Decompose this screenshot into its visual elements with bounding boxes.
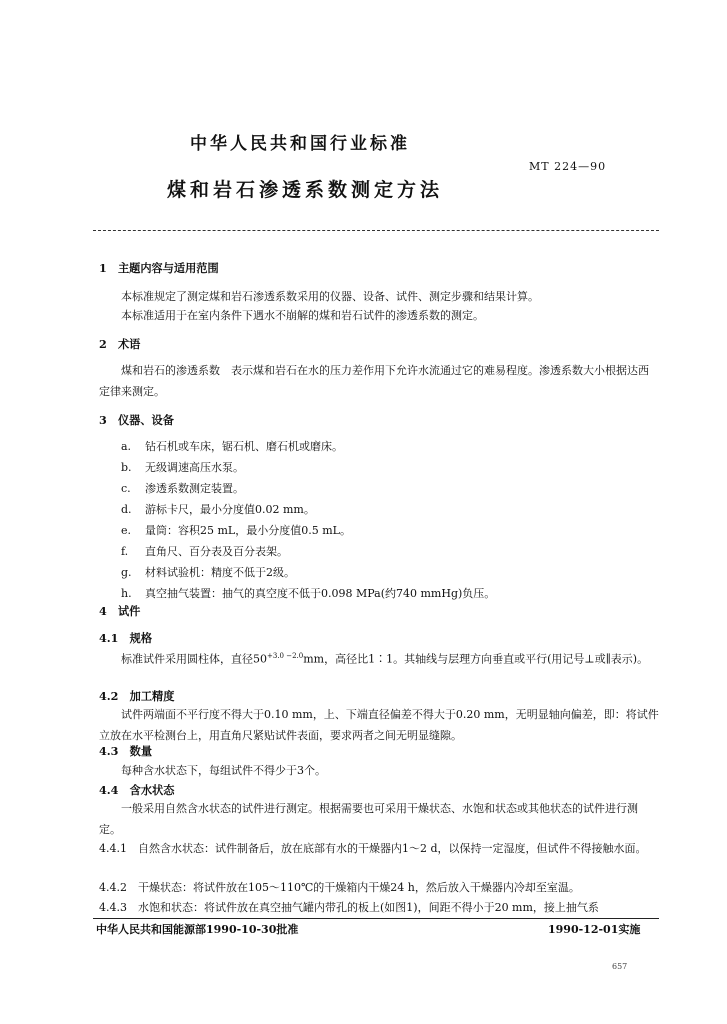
item-marker: b. bbox=[121, 461, 132, 474]
subsection-4-2-heading: 4.2 加工精度 bbox=[99, 689, 175, 703]
subsection-4-4-paragraph: 一般采用自然含水状态的试件进行测定。根据需要也可采用干燥状态、水饱和状态或其他状态的试件进行测定。 bbox=[99, 802, 638, 836]
item-marker: e. bbox=[121, 524, 132, 537]
approval-date: 中华人民共和国能源部1990-10-30批准 bbox=[96, 923, 299, 936]
subsection-4-2-paragraph: 试件两端面不平行度不得大于0.10 mm，上、下端直径偏差不得大于0.20 mm，无明显轴向偏差，即：将试件立放在水平检测台上，用直角尺紧贴试件表面，要求两者之间无明显缝隙。 bbox=[99, 708, 659, 742]
item-text: 钻石机或车床，锯石机、磨石机或磨床。 bbox=[145, 440, 343, 453]
section-4-heading: 4 试件 bbox=[99, 604, 141, 618]
item-marker: c. bbox=[121, 482, 131, 495]
title-divider bbox=[93, 230, 659, 231]
item-text: 游标卡尺，最小分度值0.02 mm。 bbox=[145, 503, 315, 516]
equipment-item bbox=[121, 583, 495, 604]
equipment-item bbox=[121, 520, 351, 541]
section-2-heading: 2 术语 bbox=[99, 337, 141, 351]
equipment-item bbox=[121, 562, 295, 583]
equipment-item bbox=[121, 478, 244, 499]
item-text: 渗透系数测定装置。 bbox=[145, 482, 244, 495]
size-text-a: 标准试件采用圆柱体，直径50 bbox=[121, 652, 267, 666]
implementation-date: 1990-12-01实施 bbox=[548, 923, 641, 936]
size-text-b: mm，高径比1∶1。其轴线与层理方向垂直或平行(用记号⊥或∥表示)。 bbox=[303, 652, 649, 666]
subsection-4-3-paragraph: 每种含水状态下，每组试件不得少于3个。 bbox=[121, 764, 326, 777]
section-1-heading: 1 主题内容与适用范围 bbox=[99, 261, 219, 275]
footer-divider bbox=[93, 918, 659, 919]
tolerance-superscript: +3.0 −2.0 bbox=[267, 652, 304, 660]
item-marker: f. bbox=[121, 545, 129, 558]
item-text: 材料试验机：精度不低于2级。 bbox=[145, 566, 295, 579]
item-text: 无级调速高压水泵。 bbox=[145, 461, 244, 474]
page-number: 657 bbox=[612, 962, 628, 971]
section-2-paragraph: 煤和岩石的渗透系数 表示煤和岩石在水的压力差作用下允许水流通过它的难易程度。渗透系数大小根据达西定律来测定。 bbox=[99, 364, 649, 398]
equipment-item bbox=[121, 457, 244, 478]
subsection-4-3-heading: 4.3 数量 bbox=[99, 744, 153, 758]
section-3-heading: 3 仪器、设备 bbox=[99, 413, 174, 427]
standard-category-title: 中华人民共和国行业标准 bbox=[190, 134, 410, 154]
item-text: 真空抽气装置：抽气的真空度不低于0.098 MPa(约740 mmHg)负压。 bbox=[145, 587, 496, 600]
item-marker: a. bbox=[121, 440, 132, 453]
item-marker: h. bbox=[121, 587, 132, 600]
subsection-4-4-1: 4.4.1 自然含水状态：试件制备后，放在底部有水的干燥器内1～2 d，以保持一定湿度，但试件不得接触水面。 bbox=[99, 842, 647, 855]
equipment-item bbox=[121, 541, 288, 562]
equipment-item bbox=[121, 499, 315, 520]
subsection-4-4-2: 4.4.2 干燥状态：将试件放在105～110℃的干燥箱内干燥24 h，然后放入干燥器内冷却至室温。 bbox=[99, 881, 580, 894]
item-text: 量筒：容积25 mL，最小分度值0.5 mL。 bbox=[145, 524, 351, 537]
item-text: 直角尺、百分表及百分表架。 bbox=[145, 545, 288, 558]
subsection-4-4-3: 4.4.3 水饱和状态：将试件放在真空抽气罐内带孔的板上(如图1)，间距不得小于20 mm，接上抽气系 bbox=[99, 901, 599, 914]
item-marker: d. bbox=[121, 503, 132, 516]
subsection-4-1-heading: 4.1 规格 bbox=[99, 631, 153, 645]
document-title: 煤和岩石渗透系数测定方法 bbox=[167, 179, 444, 201]
standard-code: MT 224—90 bbox=[529, 160, 607, 173]
subsection-4-1-paragraph bbox=[99, 646, 659, 670]
item-marker: g. bbox=[121, 566, 132, 579]
subsection-4-4-heading: 4.4 含水状态 bbox=[99, 783, 175, 797]
section-1-paragraph-2: 本标准适用于在室内条件下遇水不崩解的煤和岩石试件的渗透系数的测定。 bbox=[121, 309, 484, 322]
section-1-paragraph-1: 本标准规定了测定煤和岩石渗透系数采用的仪器、设备、试件、测定步骤和结果计算。 bbox=[121, 290, 539, 303]
equipment-item bbox=[121, 436, 343, 457]
